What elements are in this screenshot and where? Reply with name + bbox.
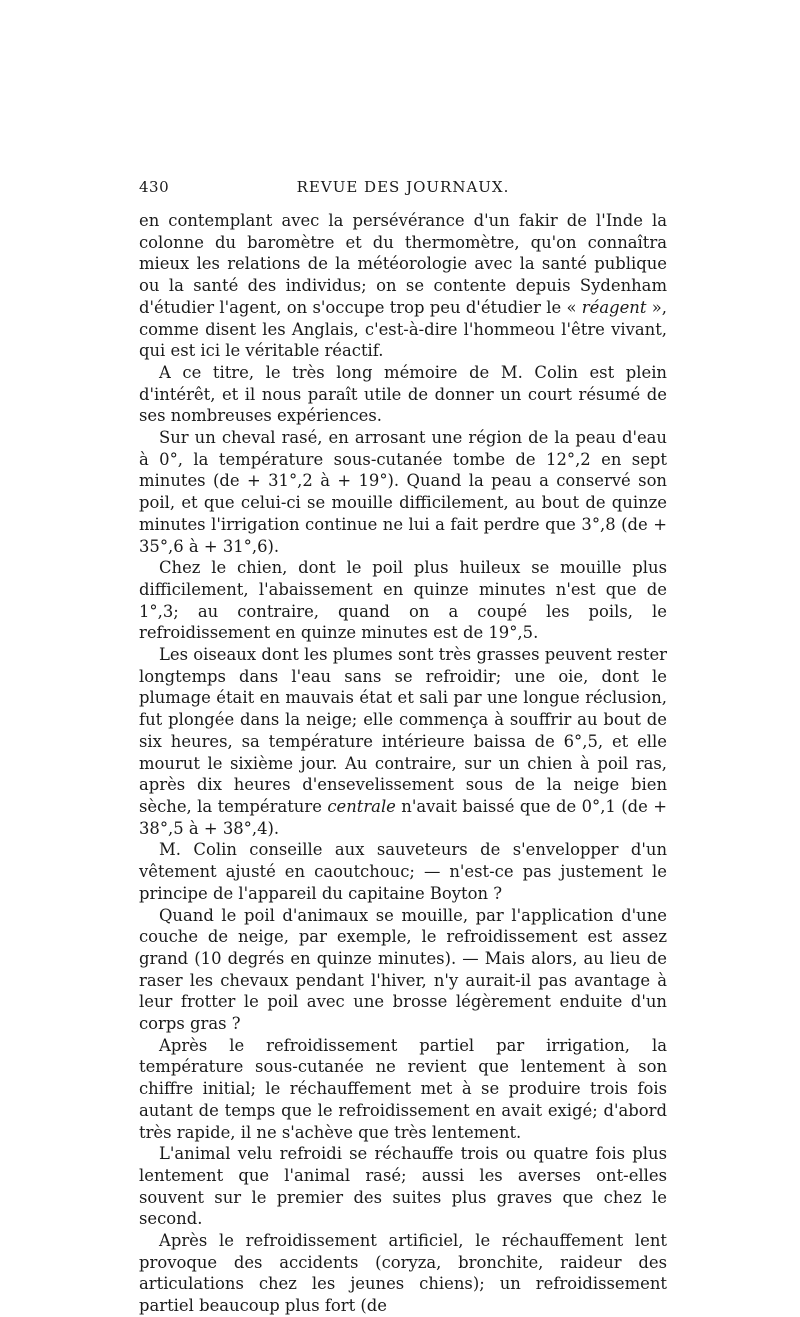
paragraph: Les oiseaux dont les plumes sont très grasses peuvent rester longtemps dans l'eau sans se refroidir; une oie, dont le plumage était en mauvais état et sali par une longue réclusion, fut plongée dans la neige; elle commença à souffrir au bout de six heures, sa température intérieure baissa de 6°,5, et elle mourut le sixième jour. Au contraire, sur un chien à poil ras, après dix heures d'ensevelissement sous de la neige bien sèche, la température centrale n'avait baissé que de 0°,1 (de + 38°,5 à + 38°,4).	[139, 645, 667, 838]
paragraph: A ce titre, le très long mémoire de M. Colin est plein d'intérêt, et il nous paraît utile de donner un court résumé de ses nombreuses expériences.	[139, 362, 667, 426]
paragraph: Après le refroidissement artificiel, le réchauffement lent provoque des accidents (coryza, bronchite, raideur des articulations chez les jeunes chiens); un refroidissement partiel beaucoup plus fort (de	[139, 1231, 667, 1316]
running-head	[139, 178, 667, 202]
body-text	[139, 210, 667, 1317]
paragraph: L'animal velu refroidi se réchauffe trois ou quatre fois plus lentement que l'animal rasé; aussi les averses ont-elles souvent sur le premier des suites plus graves que chez le second.	[139, 1144, 667, 1229]
paragraph: Après le refroidissement partiel par irrigation, la température sous-cutanée ne revient que lentement à son chiffre initial; le réchauffement met à se produire trois fois autant de temps que le refroidissement en avait exigé; d'abord très rapide, il ne s'achève que très lentement.	[139, 1035, 667, 1142]
running-title: REVUE DES JOURNAUX.	[296, 178, 510, 196]
emphasis: centrale	[327, 796, 396, 816]
paragraph: Chez le chien, dont le poil plus huileux se mouille plus difficilement, l'abaissement en quinze minutes n'est que de 1°,3; au contraire, quand on a coupé les poils, le refroidissement en quinze minutes est de 19°,5.	[139, 558, 667, 643]
emphasis: réagent	[581, 297, 647, 317]
paragraph: M. Colin conseille aux sauveteurs de s'envelopper d'un vêtement ajusté en caoutchouc; — n'est-ce pas justement le principe de l'appareil du capitaine Boyton ?	[139, 840, 667, 903]
paragraph: Sur un cheval rasé, en arrosant une région de la peau d'eau à 0°, la température sous-cutanée tombe de 12°,2 en sept minutes (de + 31°,2 à + 19°). Quand la peau a conservé son poil, et que celui-ci se mouille difficilement, au bout de quinze minutes l'irrigation continue ne lui a fait perdre que 3°,8 (de + 35°,6 à + 31°,6).	[139, 428, 667, 556]
paragraph: en contemplant avec la persévérance d'un fakir de l'Inde la colonne du baromètre et du thermomètre, qu'on connaîtra mieux les relations de la météorologie avec la santé publique ou la santé des individus; on se contente depuis Sydenham d'étudier l'agent, on s'occupe trop peu d'étudier le « réagent », comme disent les Anglais, c'est-à-dire l'hommeou l'être vivant, qui est ici le véritable réactif.	[139, 211, 667, 361]
book-page	[139, 178, 667, 1317]
page-number: 430	[139, 178, 170, 196]
paragraph: Quand le poil d'animaux se mouille, par l'application d'une couche de neige, par exemple, le refroidissement est assez grand (10 degrés en quinze minutes). — Mais alors, au lieu de raser les chevaux pendant l'hiver, n'y aurait-il pas avantage à leur frotter le poil avec une brosse légèrement enduite d'un corps gras ?	[139, 905, 667, 1034]
